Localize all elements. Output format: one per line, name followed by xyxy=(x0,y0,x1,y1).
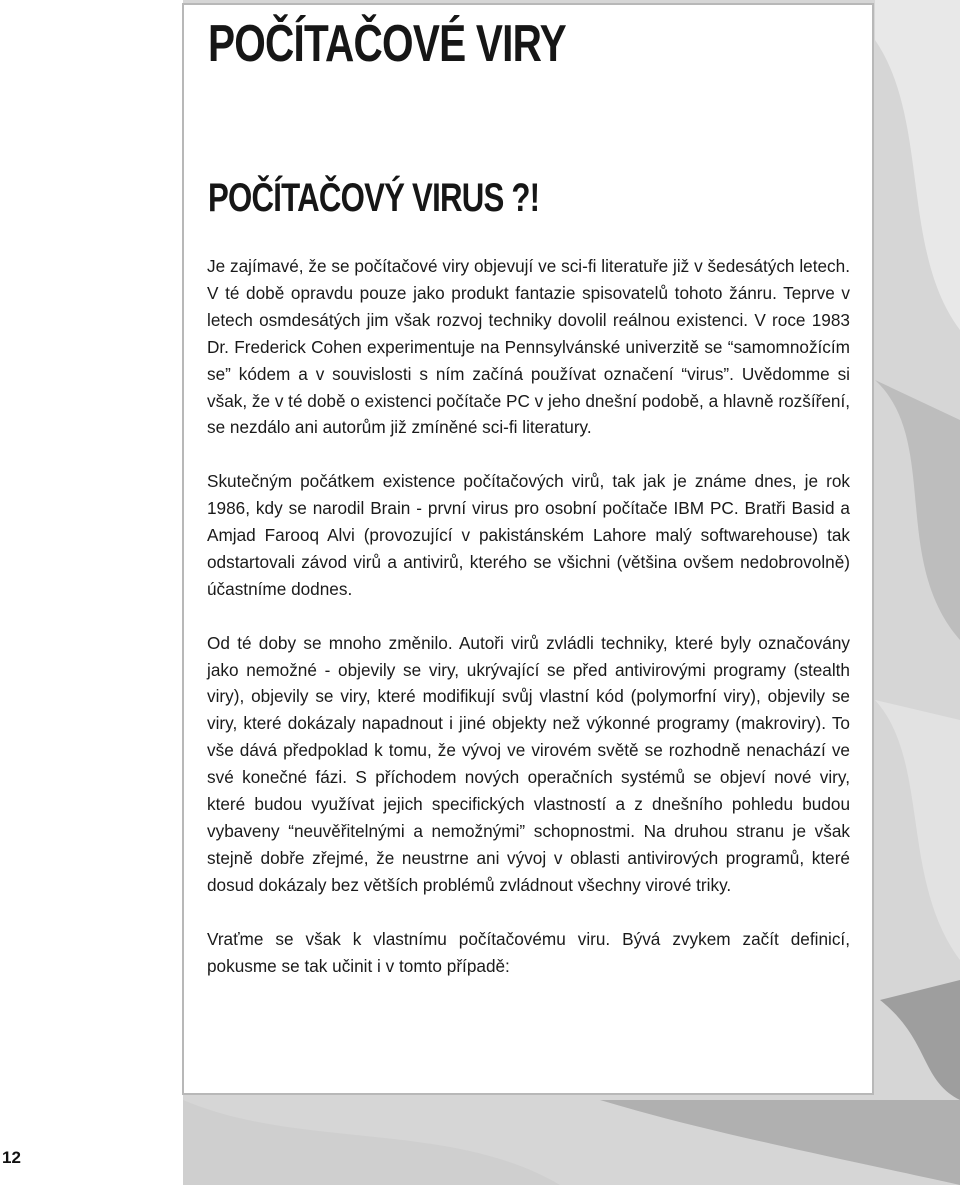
page-number: 12 xyxy=(2,1148,21,1167)
section-heading: POČÍTAČOVÝ VIRUS ?! xyxy=(208,176,540,220)
paragraph: Od té doby se mnoho změnilo. Autoři virů zvládli techniky, které byly označovány jako nemožné - objevily se viry, ukrývající se před antivirovými programy (stealth viry), objevily se viry, které modifikují svůj vlastní kód (polymorfní viry), objevily se viry, které dokázaly napadnout i jiné objekty než výkonné programy (makroviry). To vše dává předpoklad k tomu, že vývoj ve virovém světě se rozhodně nenachází ve své konečné fázi. S příchodem nových operačních systémů se objeví nové viry, které budou využívat jejich specifických vlastností a z dnešního pohledu budou vybaveny “neuvěřitelnými a nemožnými” schopnostmi. Na druhou stranu je však stejně dobře zřejmé, že neustrne ani vývoj v oblasti antivirových programů, které dosud dokázaly bez větších problémů zvládnout všechny virové triky. xyxy=(207,632,850,895)
chapter-title: POČÍTAČOVÉ VIRY xyxy=(208,15,566,73)
body-text xyxy=(207,253,850,979)
paragraph: Vraťme se však k vlastnímu počítačovému viru. Bývá zvykem začít definicí, pokusme se tak učinit i v tomto případě: xyxy=(207,928,850,976)
paragraph: Skutečným počátkem existence počítačových virů, tak jak je známe dnes, je rok 1986, kdy se narodil Brain - první virus pro osobní počítače IBM PC. Bratři Basid a Amjad Farooq Alvi (provozující v pakistánském Lahore malý softwarehouse) tak odstartovali závod virů a antivirů, kterého se všichni (většina ovšem nedobrovolně) účastníme dodnes. xyxy=(207,471,850,599)
paragraph: Je zajímavé, že se počítačové viry objevují ve sci-fi literatuře již v šedesátých letech. V té době opravdu pouze jako produkt fantazie spisovatelů tohoto žánru. Teprve v letech osmdesátých jim však rozvoj techniky dovolil reálnou existenci. V roce 1983 Dr. Frederick Cohen experimentuje na Pennsylvánské univerzitě se “samomnožícím se” kódem a v souvislosti s ním začíná používat označení “virus”. Uvědomme si však, že v té době o existenci počítače PC v jeho dnešní podobě, a hlavně rozšíření, se nezdálo ani autorům již zmíněné sci-fi literatury. xyxy=(207,256,851,438)
